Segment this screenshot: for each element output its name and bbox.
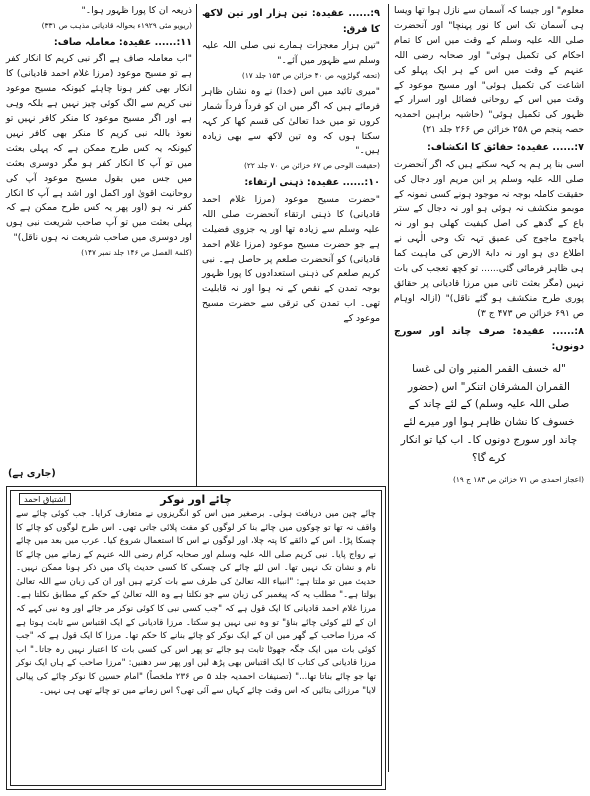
quote: ذریعہ ان کا پورا ظہور ہوا۔" — [81, 5, 192, 16]
section-heading-10: ۱۰:...... عقیدہ: ذہنی ارتقاء: — [244, 177, 380, 189]
citation: (ریویو مئی ۱۹۲۹ء بحوالہ قادیانی مذہب ص ۳۳۱) — [41, 20, 192, 30]
article-title: چائے اور نوکر — [160, 493, 232, 506]
section-heading-11: ۱۱:...... عقیدہ: معاملہ صاف: — [53, 36, 192, 48]
continued-label: (جاری ہے) — [8, 468, 56, 479]
quote: "تین ہزار معجزات ہمارے نبی صلی اللہ علیہ وسلم سے ظہور میں آئے۔" — [202, 40, 380, 66]
middle-column — [196, 4, 380, 486]
quote: "میری تائید میں اس (خدا) نے وہ نشان ظاہر فرمائے ہیں کہ اگر میں ان کو فرداً فرداً شمار کروں تو میں خدا تعالیٰ کی قسم کھا کر کہہ سکتا ہوں کہ وہ تین لاکھ سے بھی زیادہ ہیں۔" — [202, 85, 380, 157]
right-column — [388, 4, 584, 772]
article-box — [6, 486, 386, 790]
section-heading-7: ۷:...... عقیدہ: حقائق کا انکشاف: — [427, 142, 584, 154]
paragraph: معلوم" اور جیسا کہ آسمان سے نازل ہوا تھا ویسا ہی آسمان تک اس کا نور پہنچا" اور آنحضرت صلی اللہ علیہ وسلم کے وقت میں اس کا تمام احکام کی تکمیل ہوئی" اور صحابہ رضی اللہ عنہم کے وقت میں اس کے ہر ایک پہلو کی اشاعت کی تکمیل ہوئی" اور مسیح موعود کے وقت میں اس کے روحانی فضائل اور اسرار کے ظہور کی تکمیل ہوئی" (حاشیہ براہین احمدیہ حصہ پنجم ص ۲۵۸ خزائن ص ۲۶۶ جلد ۲۱) — [394, 5, 584, 136]
citation: (حقیقت الوحی ص ۶۷ خزائن ص ۷۰ جلد ۲۲) — [244, 161, 380, 171]
left-column — [6, 4, 192, 486]
article-body: چائے چین میں دریافت ہوئی۔ برصغیر میں اس کو انگریزوں نے متعارف کرایا۔ جب کوئی چائے سے واقف نہ تھا تو چوکوں میں چائے بنا کر لوگوں کو مفت پلائی جاتی تھی۔ اس طرح لوگوں کو چائے کا چسکا پڑا۔ اس کے ذائقے کا پتہ چلا، اور لوگوں نے اس کا استعمال شروع کیا۔ عرب میں بعد میں چائے نے رواج پایا۔ نبی کریم صلی اللہ علیہ وسلم اور صحابہ کرام رضی اللہ عنہم کے زمانے میں چائے کا نام و نشان تک نہیں تھا۔ اس لئے چائے کی چسکی کا کسی حدیث پاک میں ذکر ہونا ممکن نہیں۔ حدیث میں تو ملتا ہے: "انبیاء اللہ تعالیٰ کی طرف سے بات کرتے ہیں اور ان کی زبان سے اللہ تعالیٰ بولتا ہے۔" مطلب یہ کہ پیغمبر کی زبان سے جو نکلتا ہے وہ اللہ تعالیٰ کے حکم کے مطابق نکلتا ہے۔ مرزا غلام احمد قادیانی کا ایک قول ہے کہ "جب کسی نبی کا کوئی نوکر مر جائے اور وہ نبی کہے کہ ان کے لئے کوئی چائے بناؤ" تو وہ نبی نہیں ہو سکتا۔ مرزا قادیانی کے ایک اقتباس سے ثابت ہوتا ہے کہ مرزا صاحب کے گھر میں ان کے ایک نوکر کو چائے بنانے کا حکم تھا۔ مرزا کا ایک قول ہے کہ "جب کوئی بات میں ایک جگہ جھوٹا ثابت ہو جائے تو پھر اس کی کسی بات کا اعتبار نہیں رہ جاتا۔" اب مرزا قادیانی کی کتاب کا ایک اقتباس بھی پڑھ لیں اور پھر سر دھنیں: "مرزا صاحب کے ہاں ایک نوکر تھا جو چائے بناتا تھا..." (تصنیفات احمدیہ جلد ۵ ص ۲۳۶ ملخصاً) "امام حسین کا نوکر چائے کی پیالی لایا" مرزائی بتائیں کہ اس وقت چائے کہاں سے آئی تھی؟ اس زمانے میں تو چائے تھی ہی نہیں۔ — [16, 509, 377, 696]
quote: "اب معاملہ صاف ہے اگر نبی کریم کا انکار کفر ہے تو مسیح موعود (مرزا غلام احمد قادیانی) کا انکار بھی کفر ہونا چاہئے کیونکہ مسیح موعود نبی کریم سے الگ کوئی چیز نہیں ہے بلکہ وہی ہے اور اگر مسیح موعود کا منکر کافر نہیں تو نعوذ باللہ نبی کریم کا منکر بھی کافر نہیں کیونکہ یہ کس طرح ممکن ہے کہ پہلی بعثت میں تو آپ کا انکار کفر ہو مگر دوسری بعثت میں جس میں بقول مسیح موعود آپ کی روحانیت اقویٰ اور اکمل اور اشد ہے آپ کا انکار کفر نہ ہو (اور پھر یہ کس طرح ممکن ہے کہ پہلی بعثت میں تو آپ صاحب شریعت نبی ہوں اور دوسری میں صاحب شریعت نہ ہوں ناقل)" — [6, 53, 192, 244]
citation: (تحفہ گولڑویہ ص ۴۰ خزائن ص ۱۵۳ جلد ۱۷) — [241, 70, 380, 80]
article-author: اشتیاق احمد — [19, 493, 71, 505]
paragraph: اسی بنا پر ہم یہ کہہ سکتے ہیں کہ اگر آنحضرت صلی اللہ علیہ وسلم پر ابن مریم اور دجال کی حقیقت کاملہ بوجہ نہ موجود ہونے کسی نمونہ کے موبمو منکشف نہ ہوئی ہو اور نہ دجال کے ستر باع کے گدھے کی اصل کیفیت کھلی ہو اور نہ یاجوج ماجوج کی عمیق تہہ تک وحی الٰہی نے اطلاع دی ہو اور نہ دابۃ الارض کی ماہیت کما ہی ظاہر فرمائی گئی...... تو کچھ تعجب کی بات نہیں (مگر بعثت ثانی میں مرزا قادیانی پر حقائق پوری طرح منکشف ہو گئے ناقل)" (ازالہ اوہام ص ۶۹۱ خزائن ص ۴۷۳ ج ۳) — [394, 158, 584, 319]
arabic-quote: "له خسف القمر المنير وان لی غسا القمران المشرقان اتنکر" اس (حضور صلی اللہ علیہ وسلم) کے لئے چاند کے خسوف کا نشان ظاہر ہوا اور میرے لئے چاند اور سورج دونوں کا۔ اب کیا تو انکار کرے گا؟ — [400, 362, 578, 464]
section-heading-9: ۹:...... عقیدہ: تین ہزار اور تین لاکھ کا فرق: — [202, 8, 380, 35]
section-heading-8: ۸:...... عقیدہ: صرف چاند اور سورج دونوں: — [394, 325, 584, 353]
quote: "حضرت مسیح موعود (مرزا غلام احمد قادیانی) کا ذہنی ارتقاء آنحضرت صلی اللہ علیہ وسلم سے زیادہ تھا اور یہ جزوی فضیلت ہے جو حضرت مسیح موعود (مرزا غلام احمد قادیانی) کو آنحضرت صلعم پر حاصل ہے۔ نبی کریم صلعم کی ذہنی استعدادوں کا پورا ظہور بوجہ تمدن کے نقص کے نہ ہوا اور نہ قابلیت تھی۔ اب تمدن کی ترقی سے حضرت مسیح موعود کے — [202, 193, 380, 325]
citation: (اعجاز احمدی ص ۷۱ خزائن ص ۱۸۳ ج ۱۹) — [452, 474, 584, 484]
article-box-inner — [10, 490, 382, 786]
citation: (کلمۃ الفصل ص ۱۴۶ جلد نمبر ۱۴۷) — [81, 248, 192, 258]
